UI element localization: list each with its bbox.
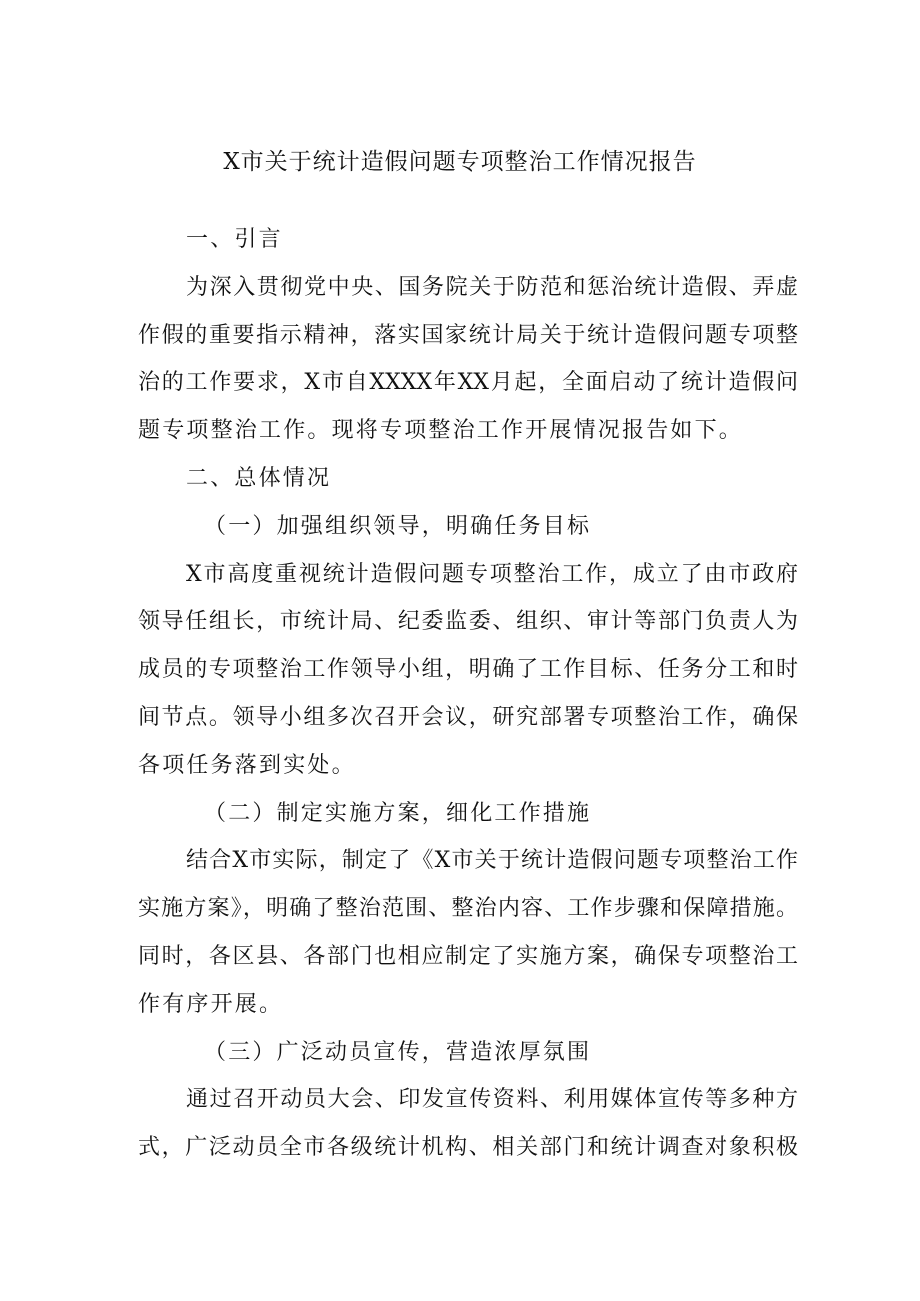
paragraph-line: 同时，各区县、各部门也相应制定了实施方案，确保专项整治工 bbox=[138, 944, 798, 969]
paragraph-line: 成员的专项整治工作领导小组，明确了工作目标、任务分工和时 bbox=[138, 657, 798, 682]
subsection-heading: （二）制定实施方案，细化工作措施 bbox=[204, 801, 592, 826]
paragraph-line: X市高度重视统计造假问题专项整治工作，成立了由市政府 bbox=[186, 562, 798, 587]
section-heading: 二、总体情况 bbox=[186, 466, 332, 491]
paragraph-line: 治的工作要求，X市自XXXX年XX月起，全面启动了统计造假问 bbox=[138, 370, 798, 395]
section-heading: 一、引言 bbox=[186, 227, 283, 252]
paragraph-line: 题专项整治工作。现将专项整治工作开展情况报告如下。 bbox=[138, 418, 744, 443]
paragraph-line: 作假的重要指示精神，落实国家统计局关于统计造假问题专项整 bbox=[138, 323, 798, 348]
paragraph-line: 式，广泛动员全市各级统计机构、相关部门和统计调查对象积极 bbox=[138, 1135, 798, 1160]
paragraph-line: 各项任务落到实处。 bbox=[138, 753, 356, 778]
paragraph-line: 实施方案》，明确了整治范围、整治内容、工作步骤和保障措施。 bbox=[138, 896, 798, 921]
paragraph-line: 为深入贯彻党中央、国务院关于防范和惩治统计造假、弄虚 bbox=[186, 275, 798, 300]
paragraph-line: 领导任组长，市统计局、纪委监委、组织、审计等部门负责人为 bbox=[138, 609, 798, 634]
paragraph-line: 结合X市实际，制定了《X市关于统计造假问题专项整治工作 bbox=[186, 848, 798, 873]
paragraph-line: 间节点。领导小组多次召开会议，研究部署专项整治工作，确保 bbox=[138, 705, 798, 730]
subsection-heading: （一）加强组织领导，明确任务目标 bbox=[204, 514, 592, 539]
document-title: X市关于统计造假问题专项整治工作情况报告 bbox=[223, 149, 697, 175]
paragraph-line: 通过召开动员大会、印发宣传资料、利用媒体宣传等多种方 bbox=[186, 1087, 798, 1112]
subsection-heading: （三）广泛动员宣传，营造浓厚氛围 bbox=[204, 1040, 592, 1065]
paragraph-line: 作有序开展。 bbox=[138, 992, 284, 1017]
